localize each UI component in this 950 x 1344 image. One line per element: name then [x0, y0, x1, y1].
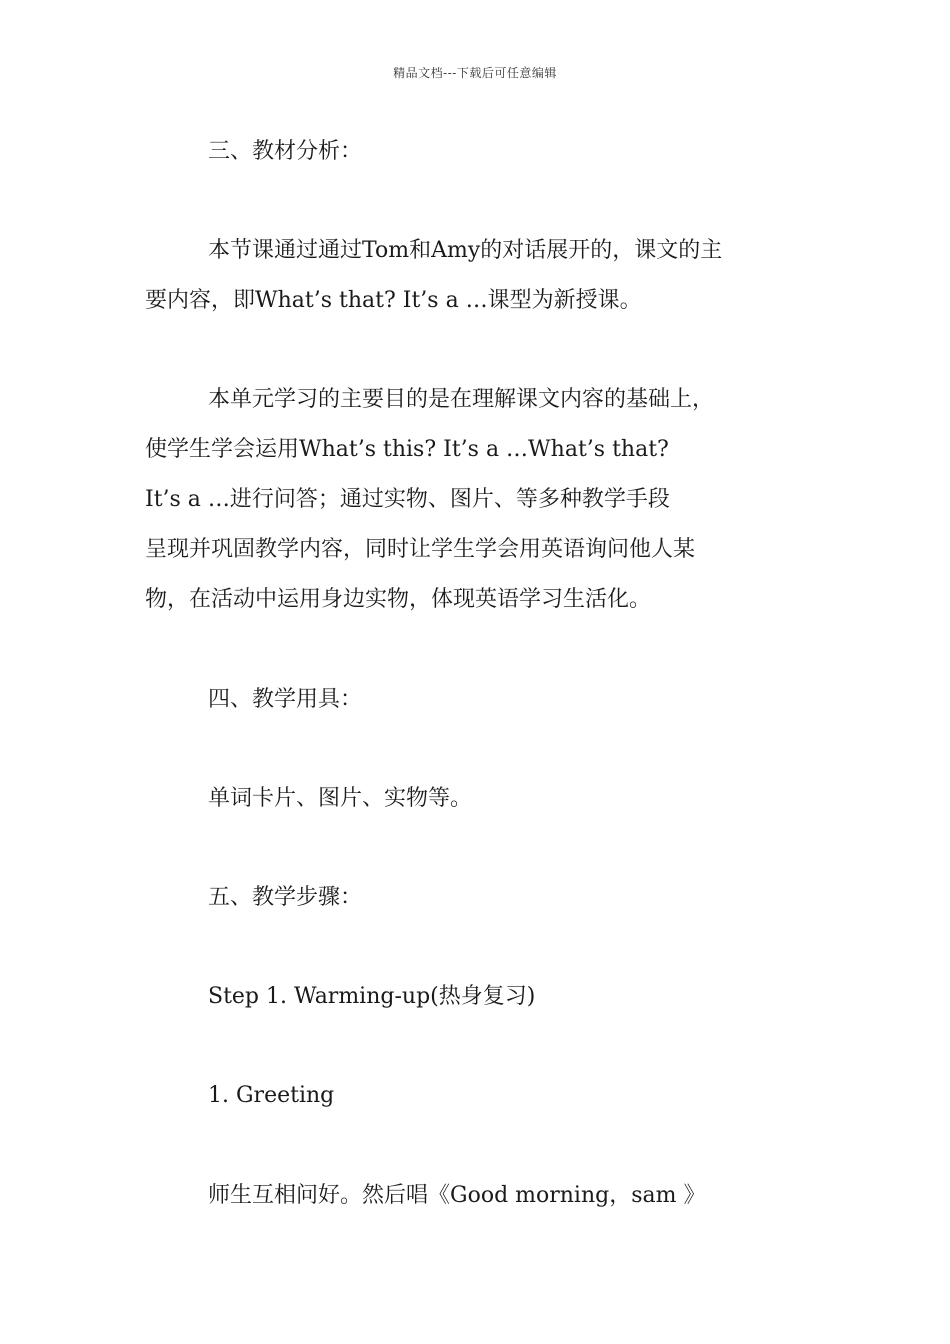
greeting-heading: 1. Greeting — [208, 1083, 335, 1108]
paragraph-2-line-3: It’s a …进行问答；通过实物、图片、等多种教学手段 — [145, 487, 670, 512]
paragraph-2-line-4: 呈现并巩固教学内容，同时让学生学会用英语询问他人某 — [145, 537, 696, 562]
section-heading-teaching-steps: 五、教学步骤： — [208, 885, 363, 910]
greeting-text: 师生互相问好。然后唱《Good morning，sam 》 — [208, 1183, 706, 1208]
section-heading-materials-analysis: 三、教材分析： — [208, 139, 363, 164]
paragraph-2-line-5: 物，在活动中运用身边实物，体现英语学习生活化。 — [145, 587, 652, 612]
paragraph-2-line-1: 本单元学习的主要目的是在理解课文内容的基础上， — [208, 387, 715, 412]
paragraph-1-line-1: 本节课通过通过Tom和Amy的对话展开的，课文的主 — [208, 238, 723, 263]
page-header: 精品文档---下载后可任意编辑 — [393, 66, 557, 80]
teaching-tools-text: 单词卡片、图片、实物等。 — [208, 786, 473, 811]
section-heading-teaching-tools: 四、教学用具： — [208, 687, 363, 712]
step-1-heading: Step 1. Warming-up(热身复习) — [208, 984, 536, 1009]
paragraph-2-line-2: 使学生学会运用What’s this? It’s a …What’s that? — [145, 437, 669, 462]
paragraph-1-line-2: 要内容，即What’s that? It’s a …课型为新授课。 — [145, 288, 642, 313]
